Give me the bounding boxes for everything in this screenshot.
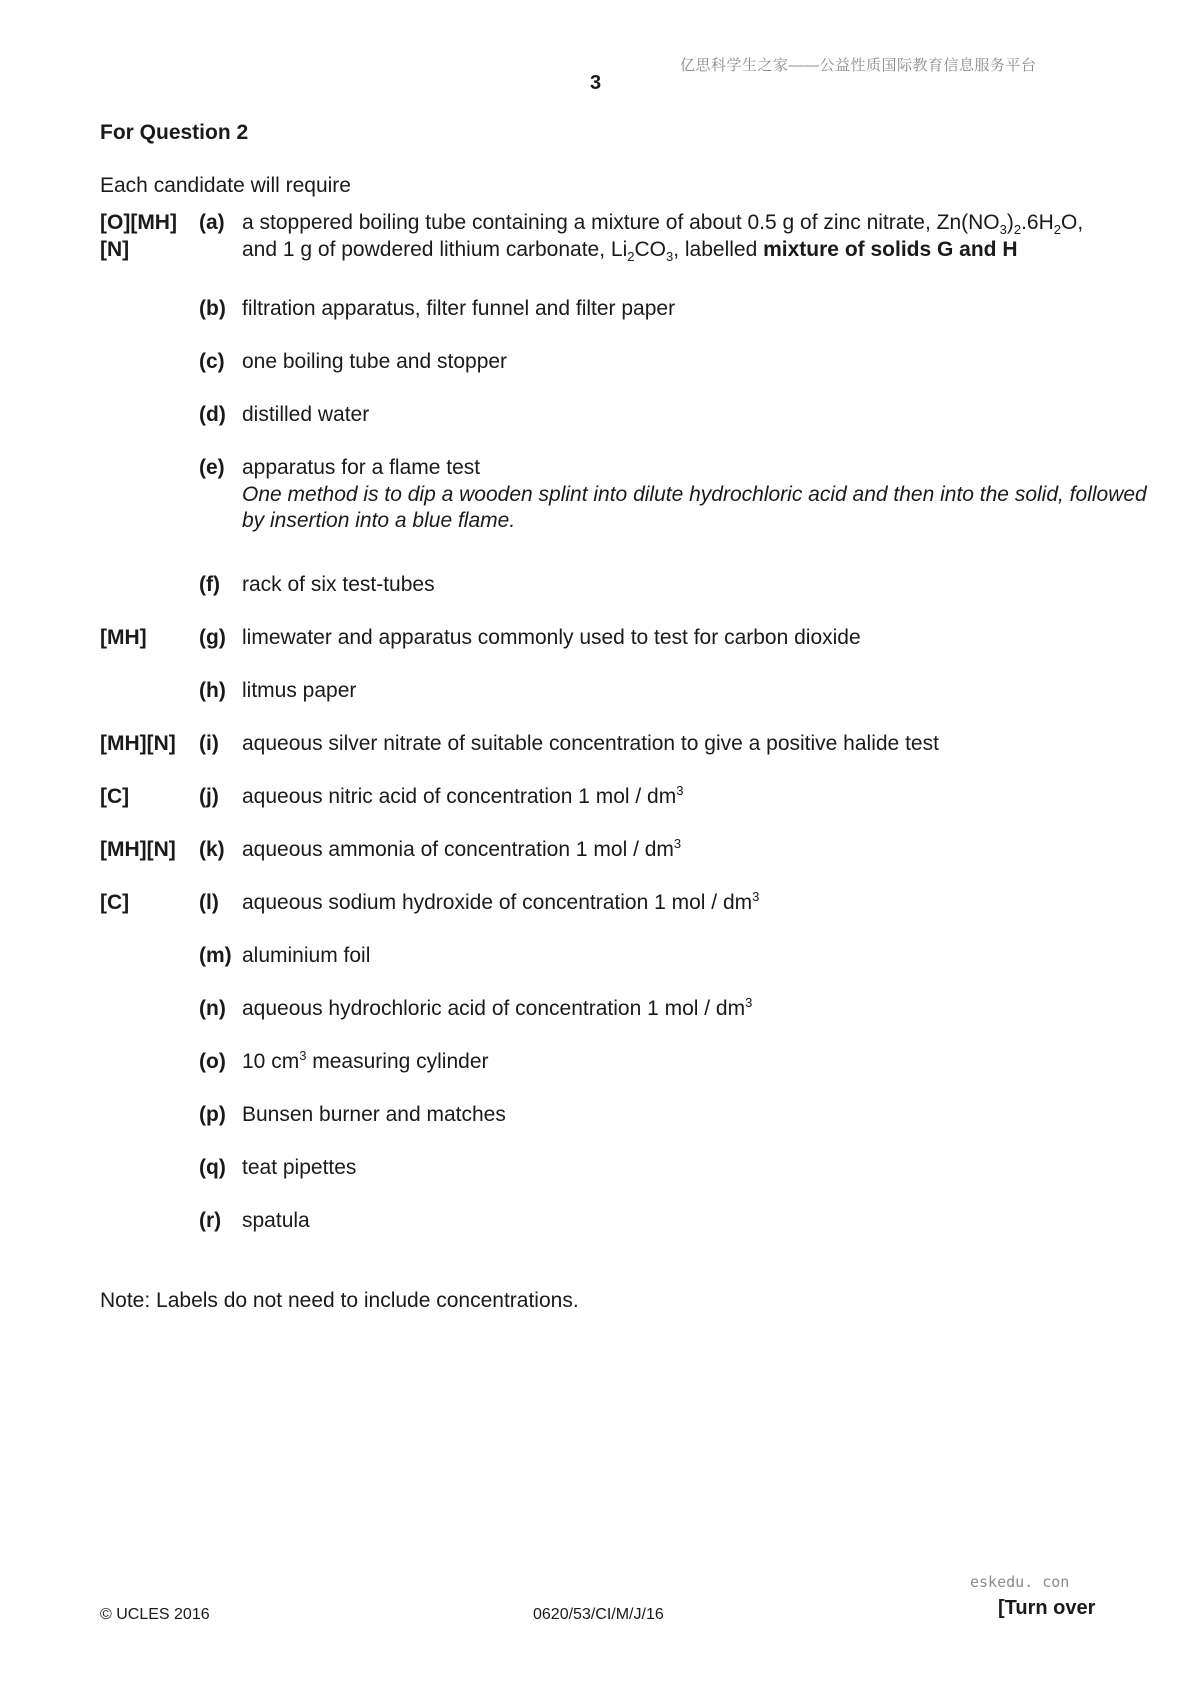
item-text: aqueous nitric acid of concentration 1 mol / $dm^3$: [242, 783, 684, 808]
item-letter: (h): [199, 679, 226, 702]
item-text: Bunsen burner and matches: [242, 1103, 506, 1126]
item-letter: (m): [199, 944, 232, 967]
item-text: apparatus for a flame test One method is to dip a wooden splint into dilute hydrochloric acid and then into the solid, followed by insertion into a blue flame.: [242, 455, 1162, 535]
copyright: © UCLES 2016: [100, 1606, 210, 1623]
item-text: 10 $cm^3$ measuring cylinder: [242, 1048, 489, 1073]
item-letter: (a): [199, 211, 225, 234]
item-text: aqueous silver nitrate of suitable concentration to give a positive halide test: [242, 732, 939, 755]
item-tag: [MH]: [100, 626, 147, 649]
item-tag: [C]: [100, 785, 130, 808]
item-text: litmus paper: [242, 679, 357, 702]
item-letter: (f): [199, 573, 220, 596]
footer-watermark: eskedu. con: [970, 1573, 1070, 1591]
item-letter: (g): [199, 626, 226, 649]
item-text: spatula: [242, 1209, 310, 1232]
item-note: One method is to dip a wooden splint into dilute hydrochloric acid and then into the solid, followed by insertion into a blue flame.: [242, 482, 1147, 532]
item-text: rack of six test-tubes: [242, 573, 435, 596]
item-text: limewater and apparatus commonly used to test for carbon dioxide: [242, 626, 861, 649]
item-tag: [O][MH] [N]: [100, 211, 177, 261]
item-letter: (i): [199, 732, 219, 755]
item-letter: (l): [199, 891, 219, 914]
item-letter: (k): [199, 838, 225, 861]
section-intro: Each candidate will require: [100, 174, 351, 197]
item-tag: [MH][N]: [100, 838, 176, 861]
item-text: distilled water: [242, 403, 370, 426]
item-tag: [MH][N]: [100, 732, 176, 755]
item-text: aluminium foil: [242, 944, 371, 967]
item-letter: (q): [199, 1156, 226, 1179]
paper-code: 0620/53/CI/M/J/16: [533, 1606, 664, 1623]
item-text: one boiling tube and stopper: [242, 350, 508, 373]
item-letter: (r): [199, 1209, 222, 1232]
item-letter: (o): [199, 1050, 226, 1073]
item-text: teat pipettes: [242, 1156, 357, 1179]
item-letter: (n): [199, 997, 226, 1020]
item-letter: (j): [199, 785, 219, 808]
footnote: Note: Labels do not need to include concentrations.: [100, 1289, 579, 1312]
header-watermark: 亿思科学生之家——公益性质国际教育信息服务平台: [680, 57, 1037, 74]
item-text: aqueous hydrochloric acid of concentration 1 mol / $dm^3$: [242, 995, 753, 1020]
turn-over: [Turn over: [998, 1597, 1096, 1619]
item-letter: (d): [199, 403, 226, 426]
item-text: aqueous ammonia of concentration 1 mol / $dm^3$: [242, 836, 682, 861]
item-tag: [C]: [100, 891, 130, 914]
item-letter: (p): [199, 1103, 226, 1126]
page-number: 3: [589, 72, 602, 94]
item-text: a stoppered boiling tube containing a mixture of about 0.5 g of zinc nitrate, $Zn(NO_3)_2.6H_2O$, and 1 g of powdered lithium carbonate, $Li_2CO_3$, labelled mixture of solids G and H: [242, 211, 1084, 264]
item-text: filtration apparatus, filter funnel and filter paper: [242, 297, 676, 320]
item-letter: (c): [199, 350, 225, 373]
item-text: aqueous sodium hydroxide of concentration 1 mol / $dm^3$: [242, 889, 760, 914]
section-heading: For Question 2: [100, 121, 249, 144]
item-letter: (b): [199, 297, 226, 320]
item-letter: (e): [199, 456, 225, 479]
